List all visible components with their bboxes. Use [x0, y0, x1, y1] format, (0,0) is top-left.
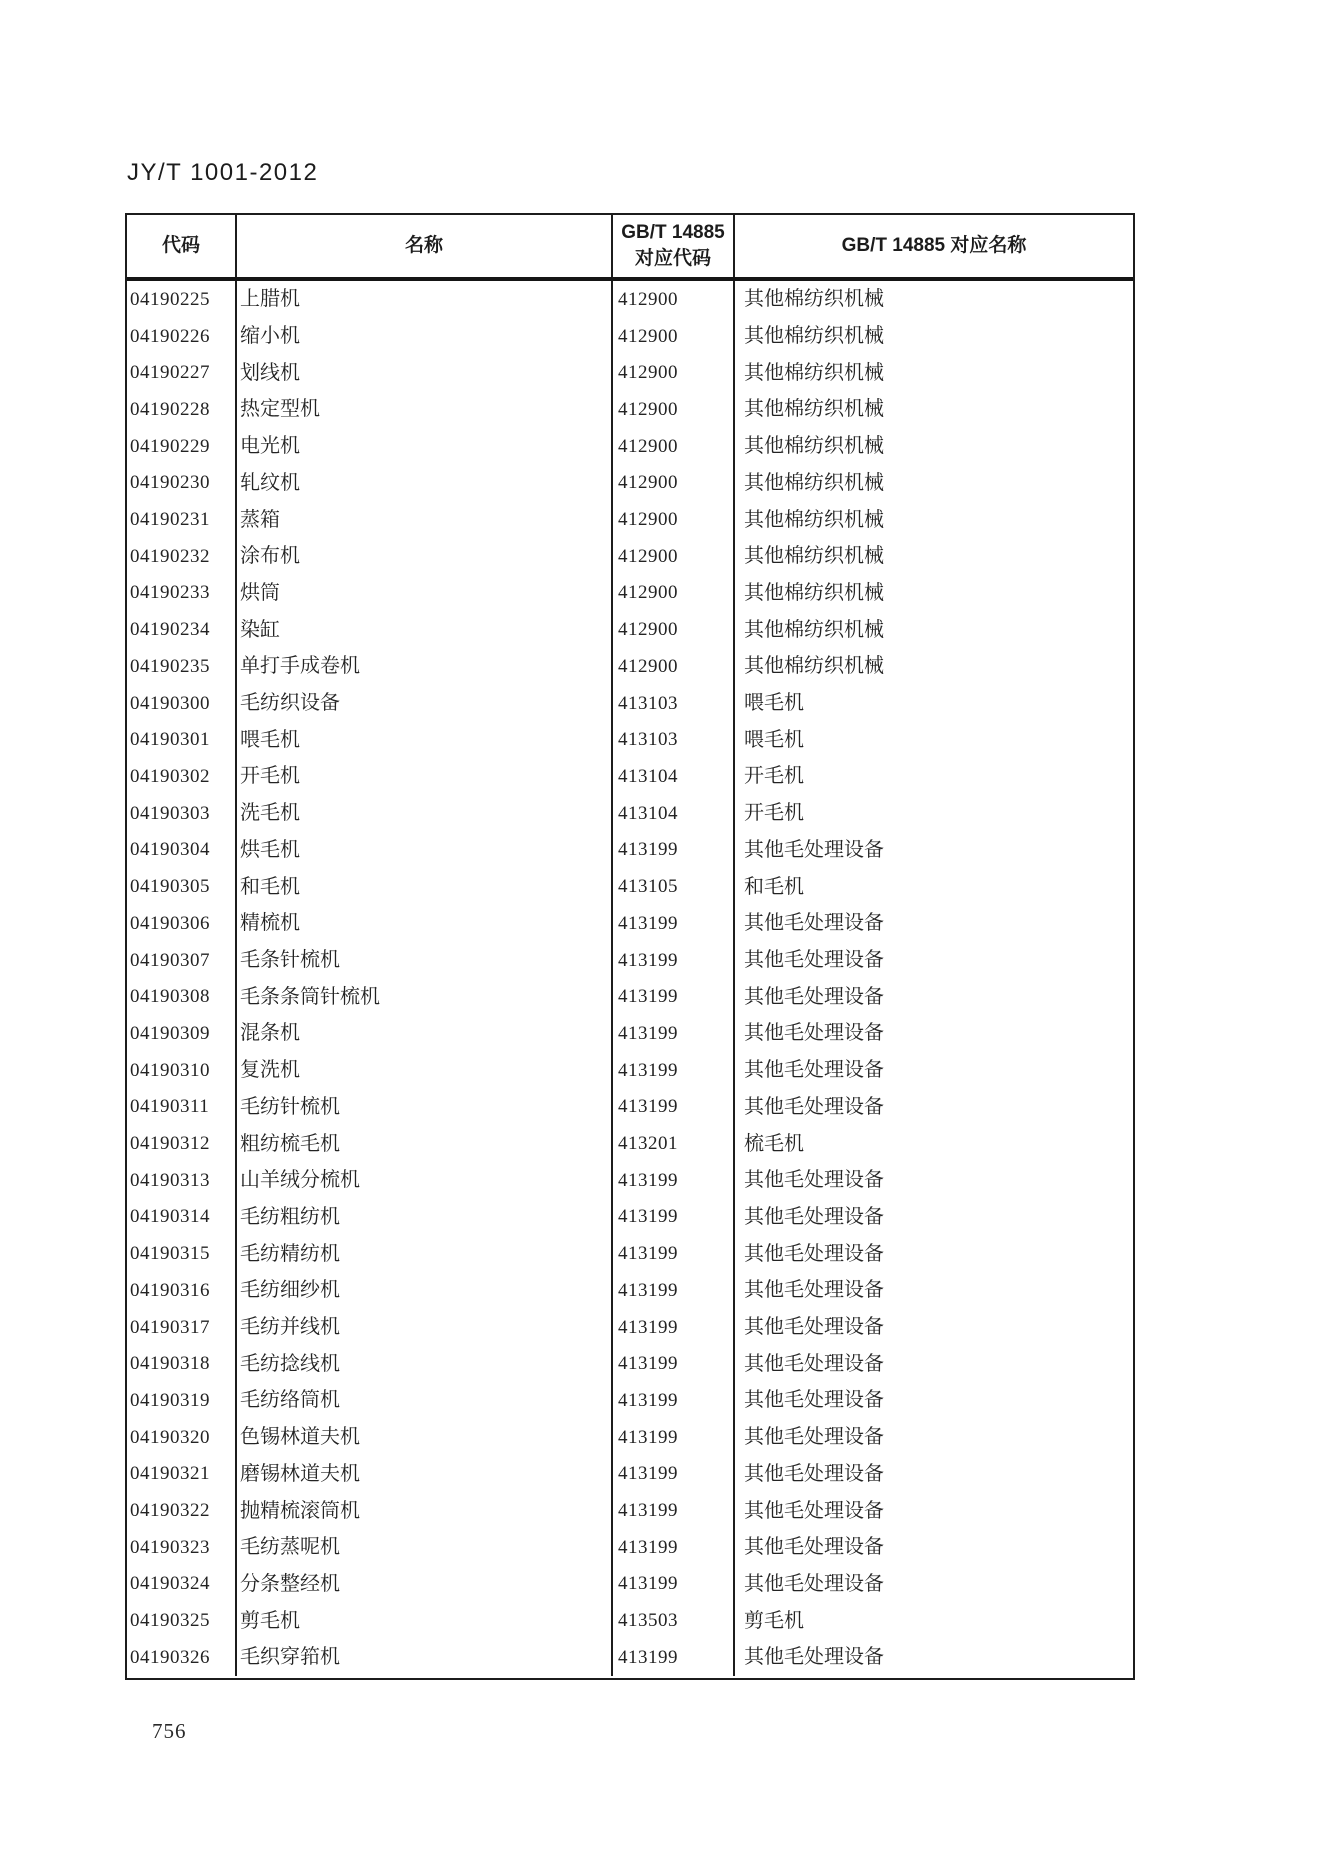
table-row	[127, 905, 1133, 942]
cell-code: 04190313	[127, 1162, 237, 1199]
cell-code: 04190316	[127, 1272, 237, 1309]
cell-name: 毛纺针梳机	[237, 1088, 613, 1125]
cell-gbt-code: 412900	[613, 281, 735, 318]
cell-gbt-code: 413199	[613, 905, 735, 942]
table-row	[127, 1566, 1133, 1603]
cell-name: 色锡林道夫机	[237, 1419, 613, 1456]
table-row	[127, 1309, 1133, 1346]
table-row	[127, 721, 1133, 758]
cell-gbt-name: 其他棉纺织机械	[744, 361, 884, 384]
cell-gbt-code: 413199	[613, 1235, 735, 1272]
cell-gbt-code: 413199	[613, 1199, 735, 1236]
cell-gbt-name: 其他毛处理设备	[744, 838, 884, 861]
table-row	[127, 575, 1133, 612]
page-number: 756	[152, 1719, 187, 1743]
cell-gbt-code: 413199	[613, 1345, 735, 1382]
cell-gbt-code: 412900	[613, 318, 735, 355]
cell-code: 04190324	[127, 1566, 237, 1603]
cell-name: 毛纺并线机	[237, 1309, 613, 1346]
cell-code: 04190235	[127, 648, 237, 685]
table-row	[127, 868, 1133, 905]
cell-gbt-code: 413503	[613, 1602, 735, 1639]
cell-name: 山羊绒分梳机	[237, 1162, 613, 1199]
cell-name: 复洗机	[237, 1052, 613, 1089]
cell-code: 04190227	[127, 354, 237, 391]
cell-name: 上腊机	[237, 281, 613, 318]
cell-code: 04190315	[127, 1235, 237, 1272]
cell-gbt-code: 413201	[613, 1125, 735, 1162]
cell-code: 04190300	[127, 685, 237, 722]
cell-code: 04190314	[127, 1199, 237, 1236]
cell-code: 04190233	[127, 575, 237, 612]
cell-name: 毛纺络筒机	[237, 1382, 613, 1419]
cell-gbt-name: 其他棉纺织机械	[744, 618, 884, 641]
cell-gbt-code: 413105	[613, 868, 735, 905]
cell-gbt-code: 413199	[613, 1566, 735, 1603]
mapping-table	[125, 213, 1135, 1680]
cell-gbt-code: 412900	[613, 428, 735, 465]
cell-gbt-code: 413104	[613, 758, 735, 795]
cell-name: 单打手成卷机	[237, 648, 613, 685]
table-row	[127, 1639, 1133, 1676]
cell-gbt-name: 其他毛处理设备	[744, 912, 884, 935]
table-row	[127, 1492, 1133, 1529]
cell-gbt-name: 其他棉纺织机械	[744, 508, 884, 531]
table-row	[127, 832, 1133, 869]
cell-name: 精梳机	[237, 905, 613, 942]
table-row	[127, 1456, 1133, 1493]
cell-gbt-code: 413103	[613, 721, 735, 758]
cell-code: 04190228	[127, 391, 237, 428]
cell-name: 洗毛机	[237, 795, 613, 832]
cell-gbt-name: 和毛机	[744, 875, 804, 898]
cell-code: 04190323	[127, 1529, 237, 1566]
table-row	[127, 318, 1133, 355]
header-gbt-code	[613, 215, 735, 277]
cell-code: 04190301	[127, 721, 237, 758]
cell-name: 轧纹机	[237, 465, 613, 502]
cell-gbt-name: 剪毛机	[744, 1609, 804, 1632]
cell-gbt-name: 其他毛处理设备	[744, 1536, 884, 1559]
header-gbt-name: GB/T 14885 对应名称	[841, 235, 1027, 256]
cell-code: 04190311	[127, 1088, 237, 1125]
cell-gbt-name: 其他棉纺织机械	[744, 288, 884, 311]
cell-code: 04190302	[127, 758, 237, 795]
cell-code: 04190230	[127, 465, 237, 502]
table-row	[127, 1125, 1133, 1162]
cell-name: 毛条针梳机	[237, 942, 613, 979]
cell-code: 04190309	[127, 1015, 237, 1052]
table-row	[127, 465, 1133, 502]
cell-gbt-name: 其他毛处理设备	[744, 1022, 884, 1045]
cell-name: 毛纺粗纺机	[237, 1199, 613, 1236]
cell-code: 04190319	[127, 1382, 237, 1419]
cell-gbt-name: 其他毛处理设备	[744, 1205, 884, 1228]
cell-gbt-code: 412900	[613, 538, 735, 575]
cell-code: 04190310	[127, 1052, 237, 1089]
header-code: 代码	[127, 215, 237, 277]
cell-name: 磨锡林道夫机	[237, 1456, 613, 1493]
cell-code: 04190312	[127, 1125, 237, 1162]
table-header-row	[127, 215, 1133, 281]
cell-gbt-code: 413199	[613, 832, 735, 869]
cell-gbt-name: 其他毛处理设备	[744, 949, 884, 971]
cell-name: 染缸	[237, 611, 613, 648]
table-row	[127, 1345, 1133, 1382]
cell-gbt-name: 其他毛处理设备	[744, 1426, 884, 1449]
cell-code: 04190225	[127, 281, 237, 318]
cell-gbt-name: 开毛机	[744, 802, 804, 825]
cell-gbt-name: 其他棉纺织机械	[744, 655, 884, 678]
cell-name: 混条机	[237, 1015, 613, 1052]
cell-code: 04190322	[127, 1492, 237, 1529]
cell-gbt-name: 其他棉纺织机械	[744, 471, 884, 494]
cell-gbt-name: 其他毛处理设备	[744, 1389, 884, 1412]
table-row	[127, 281, 1133, 318]
table-row	[127, 795, 1133, 832]
cell-name: 毛纺细纱机	[237, 1272, 613, 1309]
cell-code: 04190321	[127, 1456, 237, 1493]
cell-code: 04190303	[127, 795, 237, 832]
cell-gbt-code: 413199	[613, 1309, 735, 1346]
cell-gbt-code: 413199	[613, 978, 735, 1015]
cell-gbt-code: 413199	[613, 1272, 735, 1309]
cell-name: 分条整经机	[237, 1566, 613, 1603]
cell-code: 04190325	[127, 1602, 237, 1639]
cell-name: 热定型机	[237, 391, 613, 428]
cell-gbt-code: 413104	[613, 795, 735, 832]
cell-name: 抛精梳滚筒机	[237, 1492, 613, 1529]
table-row	[127, 1088, 1133, 1125]
table-row	[127, 391, 1133, 428]
cell-code: 04190305	[127, 868, 237, 905]
table-row	[127, 648, 1133, 685]
cell-gbt-code: 412900	[613, 391, 735, 428]
table-row	[127, 1272, 1133, 1309]
table-row	[127, 1602, 1133, 1639]
table-row	[127, 1199, 1133, 1236]
header-gbt-code-line2: 对应代码	[634, 248, 711, 269]
cell-name: 蒸箱	[237, 501, 613, 538]
cell-gbt-name: 其他毛处理设备	[744, 1646, 884, 1669]
cell-name: 喂毛机	[237, 721, 613, 758]
cell-code: 04190307	[127, 942, 237, 979]
table-row	[127, 1382, 1133, 1419]
cell-code: 04190232	[127, 538, 237, 575]
cell-name: 毛条条筒针梳机	[237, 978, 613, 1015]
cell-gbt-code: 412900	[613, 611, 735, 648]
cell-name: 毛织穿筘机	[237, 1639, 613, 1676]
table-body	[127, 281, 1133, 1676]
cell-gbt-name: 梳毛机	[744, 1132, 804, 1155]
cell-gbt-code: 413199	[613, 1162, 735, 1199]
cell-gbt-code: 413199	[613, 1015, 735, 1052]
cell-gbt-name: 其他毛处理设备	[744, 1059, 884, 1082]
cell-name: 粗纺梳毛机	[237, 1125, 613, 1162]
cell-gbt-name: 开毛机	[744, 765, 804, 788]
table-row	[127, 685, 1133, 722]
cell-gbt-name: 其他毛处理设备	[744, 1499, 884, 1522]
cell-gbt-code: 413199	[613, 1639, 735, 1676]
cell-gbt-code: 413199	[613, 1456, 735, 1493]
cell-name: 涂布机	[237, 538, 613, 575]
cell-name: 毛纺精纺机	[237, 1235, 613, 1272]
cell-code: 04190306	[127, 905, 237, 942]
table-row	[127, 1419, 1133, 1456]
cell-name: 毛纺捻线机	[237, 1345, 613, 1382]
cell-gbt-code: 413199	[613, 1382, 735, 1419]
table-row	[127, 1235, 1133, 1272]
header-gbt-code-line1: GB/T 14885	[621, 222, 725, 243]
header-name: 名称	[237, 215, 613, 277]
cell-name: 电光机	[237, 428, 613, 465]
table-row	[127, 1529, 1133, 1566]
cell-code: 04190226	[127, 318, 237, 355]
table-row	[127, 1162, 1133, 1199]
cell-code: 04190231	[127, 501, 237, 538]
table-row	[127, 758, 1133, 795]
cell-gbt-name: 其他毛处理设备	[744, 1242, 884, 1265]
cell-gbt-name: 喂毛机	[744, 692, 804, 715]
cell-gbt-code: 412900	[613, 648, 735, 685]
cell-code: 04190304	[127, 832, 237, 869]
cell-gbt-name: 喂毛机	[744, 728, 804, 751]
doc-title: JY/T 1001-2012	[127, 159, 319, 186]
cell-name: 毛纺蒸呢机	[237, 1529, 613, 1566]
cell-code: 04190308	[127, 978, 237, 1015]
cell-name: 毛纺织设备	[237, 685, 613, 722]
cell-name: 开毛机	[237, 758, 613, 795]
cell-gbt-code: 413199	[613, 1088, 735, 1125]
cell-gbt-name: 其他毛处理设备	[744, 1169, 884, 1192]
cell-code: 04190234	[127, 611, 237, 648]
cell-name: 烘筒	[237, 575, 613, 612]
cell-gbt-name: 其他棉纺织机械	[744, 545, 884, 568]
cell-gbt-code: 413199	[613, 1052, 735, 1089]
cell-gbt-code: 412900	[613, 575, 735, 612]
cell-gbt-code: 413199	[613, 942, 735, 979]
cell-gbt-code: 412900	[613, 354, 735, 391]
table-row	[127, 1015, 1133, 1052]
cell-gbt-name: 其他棉纺织机械	[744, 435, 884, 458]
table-row	[127, 942, 1133, 979]
cell-gbt-code: 413103	[613, 685, 735, 722]
cell-gbt-name: 其他毛处理设备	[744, 1316, 884, 1339]
cell-gbt-name: 其他毛处理设备	[744, 1352, 884, 1375]
cell-gbt-name: 其他棉纺织机械	[744, 398, 884, 421]
cell-gbt-name: 其他棉纺织机械	[744, 581, 884, 604]
cell-gbt-code: 412900	[613, 501, 735, 538]
cell-code: 04190317	[127, 1309, 237, 1346]
cell-gbt-name: 其他毛处理设备	[744, 1462, 884, 1485]
cell-code: 04190326	[127, 1639, 237, 1676]
cell-code: 04190229	[127, 428, 237, 465]
cell-gbt-name: 其他棉纺织机械	[744, 325, 884, 348]
cell-gbt-name: 其他毛处理设备	[744, 1279, 884, 1302]
cell-gbt-name: 其他毛处理设备	[744, 1095, 884, 1118]
cell-gbt-name: 其他毛处理设备	[744, 985, 884, 1008]
table-row	[127, 978, 1133, 1015]
cell-gbt-code: 413199	[613, 1529, 735, 1566]
cell-name: 划线机	[237, 354, 613, 391]
cell-name: 烘毛机	[237, 832, 613, 869]
table-row	[127, 428, 1133, 465]
cell-code: 04190318	[127, 1345, 237, 1382]
cell-gbt-code: 413199	[613, 1419, 735, 1456]
cell-code: 04190320	[127, 1419, 237, 1456]
cell-name: 和毛机	[237, 868, 613, 905]
cell-gbt-code: 412900	[613, 465, 735, 502]
cell-gbt-name: 其他毛处理设备	[744, 1572, 884, 1595]
table-row	[127, 354, 1133, 391]
table-row	[127, 611, 1133, 648]
table-row	[127, 538, 1133, 575]
cell-name: 缩小机	[237, 318, 613, 355]
cell-name: 剪毛机	[237, 1602, 613, 1639]
table-row	[127, 501, 1133, 538]
cell-gbt-code: 413199	[613, 1492, 735, 1529]
table-row	[127, 1052, 1133, 1089]
